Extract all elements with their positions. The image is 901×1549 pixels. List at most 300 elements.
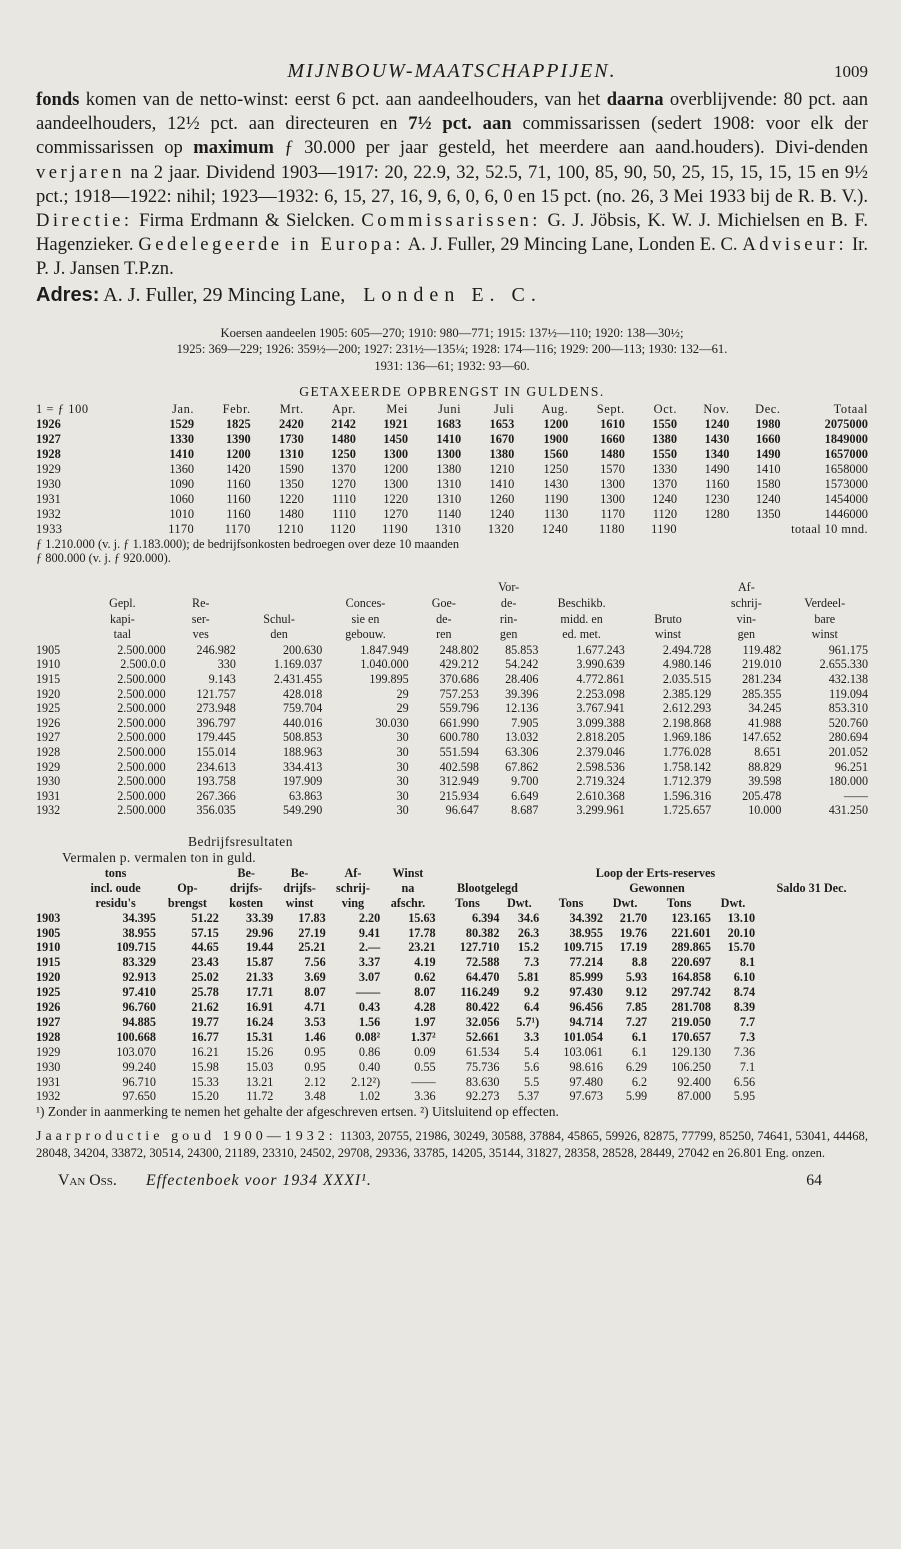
table-cell: Juni — [438, 402, 462, 417]
table-cell: 1130 — [543, 506, 569, 521]
table-cell: winst — [811, 627, 838, 642]
table-cell: 17.19 — [619, 940, 648, 955]
table-cell: 1380 — [436, 462, 462, 477]
table-cell: 1.37² — [410, 1029, 436, 1044]
table-cell: 8.8 — [631, 955, 648, 970]
running-title: MIJNBOUW-MAATSCHAPPIJEN. — [287, 60, 617, 82]
table-cell: 1657000 — [824, 447, 868, 462]
table-header-row — [36, 612, 868, 628]
table-cell: 34.392 — [569, 910, 603, 925]
table-cell: 1270 — [331, 476, 356, 491]
table-cell: Op- — [177, 880, 198, 895]
table-cell: 4.772.861 — [576, 671, 625, 686]
table-cell: 63.306 — [505, 744, 539, 759]
table-cell: 3.990.639 — [576, 657, 625, 672]
table-cell: 6.4 — [523, 1000, 540, 1015]
table-cell: 215.934 — [439, 788, 479, 803]
page-footer — [36, 1168, 868, 1194]
table-cell: Tons — [666, 895, 692, 910]
table-cell: 5.7¹) — [516, 1014, 540, 1029]
table-cell: 6.29 — [625, 1059, 648, 1074]
para-text-8: A. J. Fuller, 29 Mincing Lane, Londen E. C. — [403, 234, 743, 256]
table-row — [36, 1015, 868, 1030]
table-cell: 1410 — [169, 447, 195, 462]
table-cell: residu's — [95, 895, 136, 910]
table-cell — [322, 580, 408, 596]
table-cell: 77.214 — [569, 955, 603, 970]
table-cell: 432.138 — [828, 671, 868, 686]
table-cell — [36, 866, 75, 881]
table-cell: de- — [436, 611, 452, 626]
table-cell: 2.035.515 — [662, 671, 712, 686]
opbrengst-title: GETAXEERDE OPBRENGST IN GULDENS. — [299, 384, 605, 400]
table-row — [36, 926, 868, 941]
table-cell: 7.905 — [511, 715, 539, 730]
table-cell: 2.500.000 — [117, 759, 166, 774]
table-cell — [166, 580, 236, 596]
table-row — [36, 417, 868, 432]
table-cell: 221.601 — [671, 925, 711, 940]
table-cell: 1927 — [36, 432, 61, 447]
table-cell: 16.21 — [191, 1044, 219, 1059]
table-cell: 1926 — [36, 1000, 61, 1015]
table-cell: 119.094 — [829, 686, 868, 701]
table-cell: 5.81 — [517, 970, 540, 985]
table-cell: 6.1 — [631, 1029, 648, 1044]
table-cell: 219.010 — [742, 657, 782, 672]
table-cell: 1170 — [600, 506, 625, 521]
para-text-3: commissarissen (sedert 1908: voor elk der commissarissen op — [36, 113, 868, 159]
table-cell: 72.588 — [465, 955, 500, 970]
table-cell: 97.430 — [569, 985, 603, 1000]
table-cell: 51.22 — [191, 910, 219, 925]
table-cell: 356.035 — [196, 803, 236, 818]
para-bold-1: fonds — [36, 89, 80, 110]
table-cell: 219.050 — [671, 1014, 711, 1029]
table-cell: 1310 — [279, 447, 304, 462]
table-cell: 127.710 — [459, 940, 500, 955]
table-row — [36, 701, 868, 716]
table-cell: 0.95 — [304, 1059, 326, 1074]
bedrijf-title: Bedrijfsresultaten — [188, 833, 293, 849]
table-cell: 15.87 — [245, 955, 274, 970]
table-cell: 1660 — [600, 432, 625, 447]
footer-publisher: Van Oss. — [58, 1171, 117, 1189]
table-cell: 281.234 — [742, 671, 782, 686]
table-row — [36, 477, 868, 492]
table-cell: 1446000 — [824, 506, 868, 521]
table-cell: 1180 — [598, 521, 625, 536]
table-cell: ed. met. — [562, 627, 601, 642]
table-cell: 220.697 — [671, 955, 711, 970]
table-cell: 34.245 — [748, 701, 782, 716]
table-cell: 1683 — [436, 417, 462, 432]
table-cell: 97.650 — [122, 1089, 156, 1104]
table-cell: 1480 — [279, 506, 304, 521]
table-cell: 9.700 — [511, 774, 539, 789]
table-cell: 2.818.205 — [576, 730, 625, 745]
table-cell: 1653 — [489, 417, 515, 432]
table-cell: 370.686 — [439, 671, 479, 686]
table-cell — [36, 580, 79, 596]
table-cell: 1090 — [169, 476, 195, 491]
table-cell: 63.863 — [289, 788, 323, 803]
table-cell: gebouw. — [345, 627, 386, 642]
table-cell: 4.28 — [414, 1000, 436, 1015]
table-cell: Tons — [455, 895, 480, 910]
table-header-row — [36, 627, 868, 643]
table-row — [36, 492, 868, 507]
table-cell: 21.33 — [245, 970, 274, 985]
table-cell: —— — [355, 985, 381, 1000]
table-cell: 9.41 — [358, 925, 381, 940]
table-cell: 0.40 — [358, 1059, 381, 1074]
table-cell: 25.02 — [191, 970, 219, 985]
table-cell: 26.3 — [517, 925, 540, 940]
table-cell: 1928 — [36, 1029, 61, 1044]
table-cell — [539, 881, 603, 896]
address-value: A. J. Fuller, 29 Mincing Lane, — [103, 283, 346, 306]
table-cell: 85.853 — [505, 642, 539, 657]
table-cell: 1930 — [36, 476, 61, 491]
table-cell — [781, 580, 868, 596]
table-cell: 6.10 — [733, 970, 756, 985]
table-cell: 1310 — [434, 521, 462, 536]
table-cell: 2142 — [331, 417, 356, 432]
table-cell: 2.— — [358, 940, 381, 955]
table-cell: 8.651 — [754, 744, 782, 759]
table-cell: Nov. — [703, 402, 730, 417]
table-cell: 1160 — [226, 506, 251, 521]
table-row — [36, 643, 868, 658]
table-cell: 8.07 — [414, 985, 436, 1000]
table-cell: 21.62 — [191, 1000, 219, 1015]
table-cell: Totaal — [833, 402, 868, 417]
table-cell: 1410 — [755, 462, 781, 477]
table-cell: 1926 — [36, 417, 61, 432]
table-cell: 200.630 — [282, 642, 323, 657]
table-cell: 1190 — [543, 491, 569, 506]
table-cell: 3.3 — [523, 1029, 540, 1044]
table-cell: 1160 — [226, 476, 251, 491]
para-spaced-gedelegeerde: Gedelegeerde in Europa: — [138, 234, 404, 256]
table-cell: 1910 — [36, 657, 61, 672]
table-cell: 92.273 — [465, 1089, 500, 1104]
table-cell: 1350 — [755, 506, 781, 521]
table-cell: 5.93 — [625, 970, 648, 985]
table-cell: Vor- — [498, 580, 520, 595]
table-cell: 83.630 — [465, 1074, 500, 1089]
table-cell: 1.040.000 — [360, 657, 409, 672]
table-cell: 94.885 — [122, 1014, 156, 1029]
running-header — [36, 52, 868, 88]
table-cell: 1190 — [382, 521, 409, 536]
table-cell: 1550 — [652, 447, 678, 462]
table-cell: 2.500.000 — [117, 671, 166, 686]
table-cell: 103.061 — [563, 1044, 603, 1059]
table-cell: 33.39 — [245, 910, 274, 925]
table-cell: 1340 — [704, 447, 730, 462]
para-spaced-directie: Directie: — [36, 210, 133, 232]
table-cell: 1370 — [652, 476, 678, 491]
table-cell: 1420 — [225, 462, 251, 477]
table-header-row — [36, 402, 868, 417]
table-cell: Juli — [493, 402, 515, 417]
table-cell: 1903 — [36, 910, 61, 925]
table-cell: 1380 — [652, 432, 678, 447]
table-cell: 234.613 — [196, 759, 236, 774]
table-cell: 2.500.0.0 — [120, 657, 166, 672]
table-cell: 106.250 — [671, 1059, 711, 1074]
table-cell: 0.86 — [358, 1044, 381, 1059]
table-cell: 199.895 — [369, 671, 409, 686]
table-cell: drijfs- — [283, 880, 316, 895]
table-row — [36, 1075, 868, 1090]
table-cell: 285.355 — [742, 686, 782, 701]
table-cell: 402.598 — [439, 759, 479, 774]
table-cell: 961.175 — [828, 642, 868, 657]
table-cell — [236, 596, 322, 612]
para-text-6: Firma Erdmann & Sielcken. — [132, 210, 362, 232]
company-paragraph — [36, 88, 868, 282]
table-cell: 3.48 — [304, 1089, 326, 1104]
table-cell: 30 — [396, 759, 409, 774]
table-cell: 15.63 — [408, 910, 436, 925]
table-cell: 1270 — [383, 506, 409, 521]
table-cell: 16.24 — [245, 1014, 274, 1029]
table-cell: 2.500.000 — [117, 642, 166, 657]
table-cell: sie en — [351, 611, 380, 626]
table-cell: 757.253 — [439, 686, 479, 701]
table-row — [36, 657, 868, 672]
table-cell: 15.2 — [517, 940, 540, 955]
table-cell: 1280 — [704, 506, 730, 521]
table-cell: Mrt. — [279, 402, 304, 417]
table-cell: 1250 — [331, 447, 356, 462]
table-cell: 19.76 — [619, 925, 648, 940]
para-text-1: komen van de netto-winst: eerst 6 pct. aan aandeelhouders, van het — [79, 89, 607, 110]
table-cell: 1430 — [543, 476, 569, 491]
table-cell: 193.758 — [196, 774, 236, 789]
table-cell: 1.758.142 — [662, 759, 712, 774]
table-cell: Af- — [344, 865, 362, 880]
para-text-9: Ir. P. J. Jansen T.P.zn. — [36, 234, 868, 280]
table-cell: 5.6 — [523, 1059, 540, 1074]
opbrengst-section — [36, 384, 868, 566]
table-cell: 1200 — [225, 447, 251, 462]
table-cell: 15.26 — [245, 1044, 274, 1059]
table-cell: 30 — [396, 774, 409, 789]
table-cell: 1220 — [383, 491, 409, 506]
table-cell: 85.999 — [569, 970, 603, 985]
table-cell: 3.299.961 — [576, 803, 625, 818]
table-cell: Bruto — [654, 611, 682, 626]
table-cell: 17.71 — [245, 985, 274, 1000]
table-cell: 29.96 — [245, 925, 274, 940]
table-cell: 1590 — [279, 462, 304, 477]
table-cell: Dwt. — [720, 895, 746, 910]
table-cell: —— — [843, 788, 868, 803]
table-cell: 1320 — [487, 521, 515, 536]
table-cell: 54.242 — [505, 657, 539, 672]
table-cell: 1573000 — [824, 476, 868, 491]
footer-title: Effectenboek voor 1934 XXXI¹. — [146, 1171, 372, 1189]
table-row — [36, 507, 868, 522]
table-cell: 1310 — [436, 476, 462, 491]
table-cell: 312.949 — [439, 774, 479, 789]
table-cell — [436, 866, 500, 881]
table-cell: 180.000 — [828, 774, 868, 789]
table-row — [36, 1060, 868, 1075]
table-cell: kapi- — [109, 611, 135, 626]
table-cell: 94.714 — [569, 1014, 603, 1029]
table-cell: 1300 — [383, 476, 409, 491]
table-cell: 39.598 — [748, 774, 782, 789]
table-cell: 2420 — [279, 417, 304, 432]
table-cell: drijfs- — [229, 880, 263, 895]
table-cell: 23.21 — [408, 940, 436, 955]
table-cell: 1580 — [755, 476, 781, 491]
para-text-5: na 2 jaar. Dividend 1903—1917: 20, 22.9, 32, 52.5, 71, 100, 85, 90, 50, 25, 15, 15, 15, 15 en 9½ pct.; 1918—1922: nihil; 1923—1932: 6, 15, 27, 16, 9, 6, 0, 6, 0 en 15 pct. (no. 26, 3 Mei 1933 bij de R. B. V.). — [36, 161, 868, 207]
table-cell — [811, 866, 867, 881]
table-cell: 1529 — [169, 417, 195, 432]
table-cell — [79, 580, 165, 596]
table-cell: 67.862 — [505, 759, 539, 774]
table-cell: 12.136 — [505, 701, 539, 716]
table-cell: 431.250 — [828, 803, 868, 818]
table-cell: ving — [341, 895, 365, 910]
table-cell: 1915 — [36, 671, 61, 686]
table-cell: 30 — [396, 730, 409, 745]
table-cell: 1450 — [383, 432, 409, 447]
table-cell: 4.71 — [304, 1000, 326, 1015]
table-cell: 3.099.388 — [576, 715, 625, 730]
table-cell: 1370 — [331, 462, 356, 477]
table-cell: 2075000 — [824, 417, 868, 432]
financial-table — [36, 580, 868, 818]
table-row — [36, 1030, 868, 1045]
table-cell: 2.655.330 — [819, 657, 868, 672]
table-cell: 1310 — [436, 491, 462, 506]
table-cell: 98.616 — [569, 1059, 603, 1074]
table-cell: de- — [500, 595, 517, 610]
table-cell: 1300 — [600, 476, 625, 491]
table-cell: 1.776.028 — [662, 744, 712, 759]
table-cell: 2.198.868 — [662, 715, 712, 730]
table-cell: 1300 — [383, 447, 409, 462]
table-cell: 96.647 — [445, 803, 479, 818]
share-prices-line: 1931: 136—61; 1932: 93—60. — [374, 358, 530, 373]
table-cell: 429.212 — [439, 657, 479, 672]
table-cell: 15.98 — [191, 1059, 219, 1074]
bedrijf-footnote: ¹) Zonder in aanmerking te nemen het gehalte der afgeschreven ertsen. ²) Uitsluitend op effecten. — [36, 1104, 559, 1120]
table-cell: 1550 — [652, 417, 678, 432]
table-cell: 7.3 — [739, 1029, 756, 1044]
table-cell: Loop der Erts-reserves — [595, 865, 716, 880]
table-cell — [36, 896, 75, 911]
table-cell: 1.02 — [358, 1089, 381, 1104]
table-cell: 8.687 — [511, 803, 539, 818]
para-bold-3: 7½ pct. aan — [408, 113, 512, 135]
table-cell: 1490 — [755, 447, 781, 462]
table-cell: 2.253.098 — [576, 686, 625, 701]
table-cell: Verdeel- — [804, 595, 846, 610]
table-row — [36, 672, 868, 687]
table-cell: 1170 — [224, 521, 251, 536]
table-cell: 21.70 — [619, 910, 648, 925]
table-cell: 1930 — [36, 774, 61, 789]
table-cell: 6.56 — [733, 1074, 756, 1089]
opbrengst-note: ƒ 1.210.000 (v. j. ƒ 1.183.000); de bedrijfsonkosten bedroegen over deze 10 maanden — [36, 536, 460, 551]
table-row — [36, 687, 868, 702]
table-cell: na — [401, 880, 415, 895]
table-cell: 2.20 — [358, 910, 381, 925]
table-cell: 6.394 — [471, 910, 500, 925]
para-spaced-verjaren: verjaren — [36, 161, 125, 183]
table-cell: 97.673 — [569, 1089, 603, 1104]
table-cell: 52.661 — [465, 1029, 500, 1044]
table-cell: 1210 — [277, 521, 304, 536]
table-cell: 1920 — [36, 686, 61, 701]
table-cell: 17.78 — [408, 925, 436, 940]
table-cell: 289.865 — [671, 940, 711, 955]
table-cell: midd. en — [560, 611, 603, 626]
table-cell: 96.760 — [122, 1000, 156, 1015]
table-cell: Dwt. — [506, 895, 532, 910]
table-cell: 2.500.000 — [117, 715, 166, 730]
table-cell: totaal 10 mnd. — [791, 521, 868, 536]
bedrijf-subtitle: Vermalen p. vermalen ton in guld. — [62, 849, 256, 865]
table-cell: 19.77 — [191, 1014, 219, 1029]
table-cell: tons — [104, 865, 127, 880]
table-cell: 4.19 — [414, 955, 436, 970]
table-cell: 87.000 — [677, 1089, 711, 1104]
table-cell: 3.07 — [358, 970, 381, 985]
table-cell: 100.668 — [116, 1029, 156, 1044]
table-cell: 96.710 — [122, 1074, 156, 1089]
production-title: Jaarproductie goud 1900—1932: — [36, 1128, 337, 1144]
table-cell: Gewonnen — [629, 880, 685, 895]
table-cell: 520.760 — [828, 715, 868, 730]
table-cell: 9.12 — [625, 985, 648, 1000]
table-cell: 41.988 — [748, 715, 782, 730]
table-cell: 7.3 — [523, 955, 540, 970]
table-cell: 2.610.368 — [576, 788, 625, 803]
table-cell: 1927 — [36, 730, 61, 745]
table-cell: 2.494.728 — [662, 642, 712, 657]
table-cell: 281.708 — [671, 1000, 711, 1015]
table-cell: 551.594 — [439, 744, 479, 759]
table-cell: 57.15 — [191, 925, 219, 940]
table-cell: 103.070 — [116, 1044, 156, 1059]
table-row — [36, 432, 868, 447]
table-cell: 29 — [396, 701, 409, 716]
table-cell: 273.948 — [196, 701, 236, 716]
table-row — [36, 1045, 868, 1060]
table-cell: den — [270, 627, 288, 642]
table-cell: 8.74 — [733, 985, 756, 1000]
table-cell: 1905 — [36, 642, 61, 657]
table-cell: 19.44 — [245, 940, 274, 955]
table-cell: 661.990 — [439, 715, 479, 730]
table-cell: 97.410 — [122, 985, 156, 1000]
table-cell: 1928 — [36, 447, 61, 462]
table-cell — [36, 596, 79, 612]
table-cell — [625, 596, 711, 612]
table-cell: 1932 — [36, 506, 61, 521]
table-cell: 1825 — [225, 417, 251, 432]
table-cell: 8.07 — [304, 985, 326, 1000]
